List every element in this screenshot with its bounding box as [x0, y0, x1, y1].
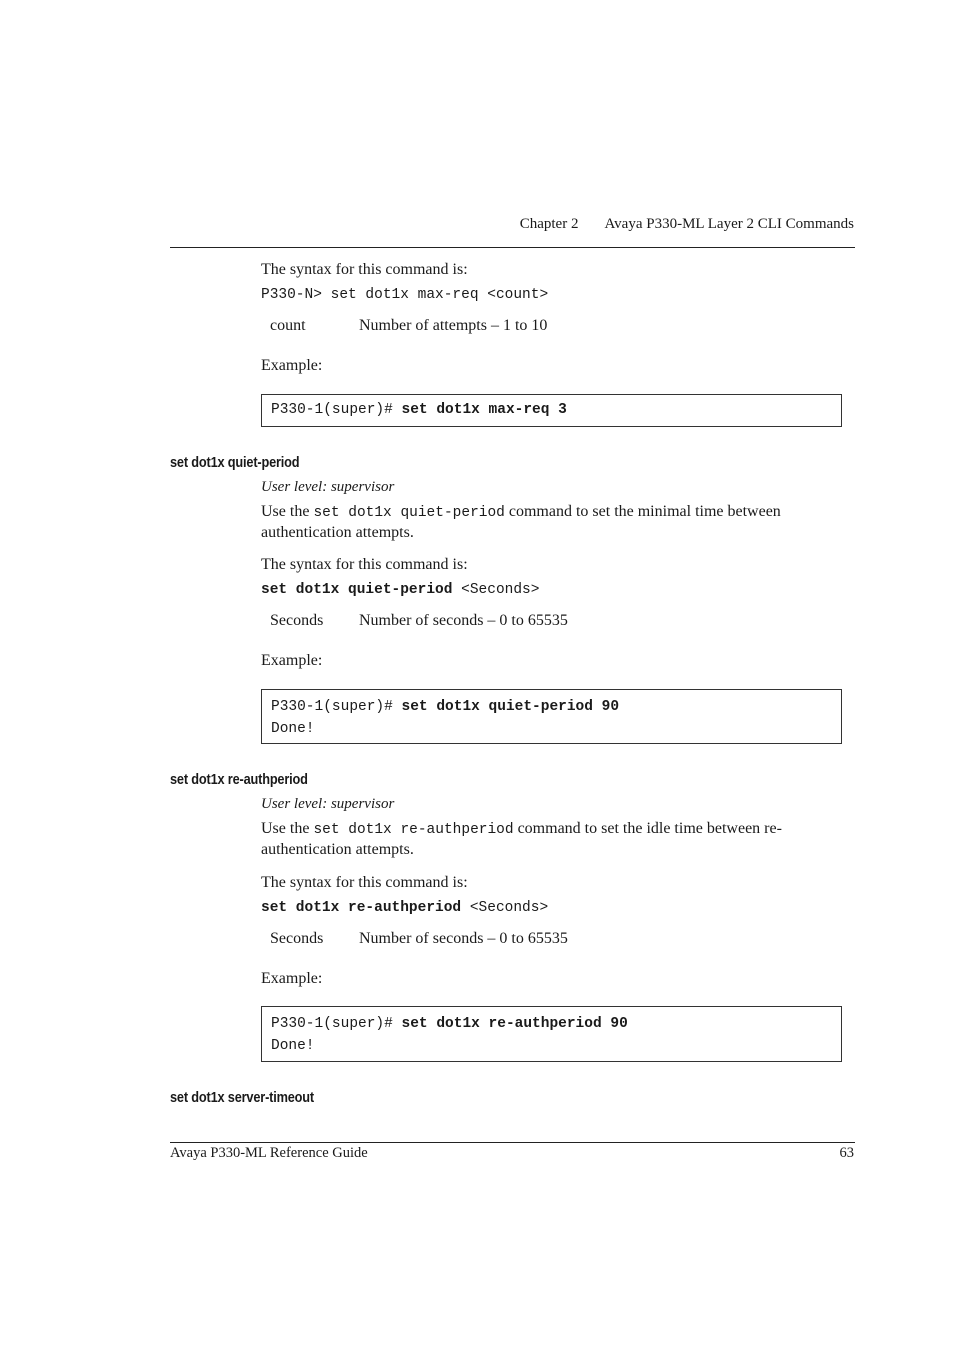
cli-command: set dot1x re-authperiod 90 — [401, 1016, 628, 1032]
syntax-line: set dot1x re-authperiod <Seconds> — [261, 900, 549, 916]
description: Use the set dot1x quiet-period command to set the minimal time between authentication attempts. — [261, 503, 781, 541]
param-name: Seconds — [270, 612, 324, 629]
cli-prompt: P330-1(super)# — [271, 402, 402, 418]
example-code-box — [261, 394, 842, 427]
param-name: Seconds — [270, 930, 324, 947]
syntax-intro: The syntax for this command is: — [261, 261, 468, 278]
cli-output: Done! — [271, 1038, 315, 1054]
user-level: User level: supervisor — [261, 479, 395, 495]
inline-command: set dot1x quiet-period — [313, 505, 505, 521]
param-description: Number of attempts – 1 to 10 — [359, 317, 548, 334]
example-code-box — [261, 689, 842, 744]
cli-prompt: P330-1(super)# — [271, 1016, 402, 1032]
example-line — [271, 1013, 832, 1035]
cli-command: set dot1x quiet-period 90 — [401, 699, 620, 715]
cli-command: set dot1x max-req 3 — [401, 402, 567, 418]
footer-guide-title: Avaya P330-ML Reference Guide — [170, 1145, 368, 1161]
header-rule — [170, 247, 855, 248]
cli-output: Done! — [271, 721, 315, 737]
syntax-intro: The syntax for this command is: — [261, 556, 468, 573]
chapter-label: Chapter 2 — [519, 216, 579, 232]
param-name: count — [270, 317, 306, 334]
inline-command: set dot1x re-authperiod — [313, 822, 514, 838]
example-label: Example: — [261, 970, 323, 987]
section-heading: set dot1x re-authperiod — [170, 772, 308, 788]
syntax-line: set dot1x quiet-period <Seconds> — [261, 582, 540, 598]
syntax-line: P330-N> set dot1x max-req <count> — [261, 287, 549, 303]
param-description: Number of seconds – 0 to 65535 — [359, 930, 568, 947]
example-label: Example: — [261, 652, 323, 669]
section-heading: set dot1x quiet-period — [170, 455, 300, 471]
example-code-box — [261, 1006, 842, 1062]
chapter-title: Avaya P330-ML Layer 2 CLI Commands — [604, 216, 854, 232]
running-header — [520, 216, 854, 233]
param-description: Number of seconds – 0 to 65535 — [359, 612, 568, 629]
syntax-intro: The syntax for this command is: — [261, 874, 468, 891]
cli-prompt: P330-1(super)# — [271, 699, 402, 715]
page-number: 63 — [839, 1145, 854, 1161]
example-line — [271, 696, 832, 718]
footer-rule — [170, 1142, 855, 1143]
user-level: User level: supervisor — [261, 796, 395, 812]
description: Use the set dot1x re-authperiod command to set the idle time between re-authentication attempts. — [261, 820, 782, 858]
example-label: Example: — [261, 357, 323, 374]
section-heading: set dot1x server-timeout — [170, 1090, 314, 1106]
example-line — [271, 401, 832, 419]
